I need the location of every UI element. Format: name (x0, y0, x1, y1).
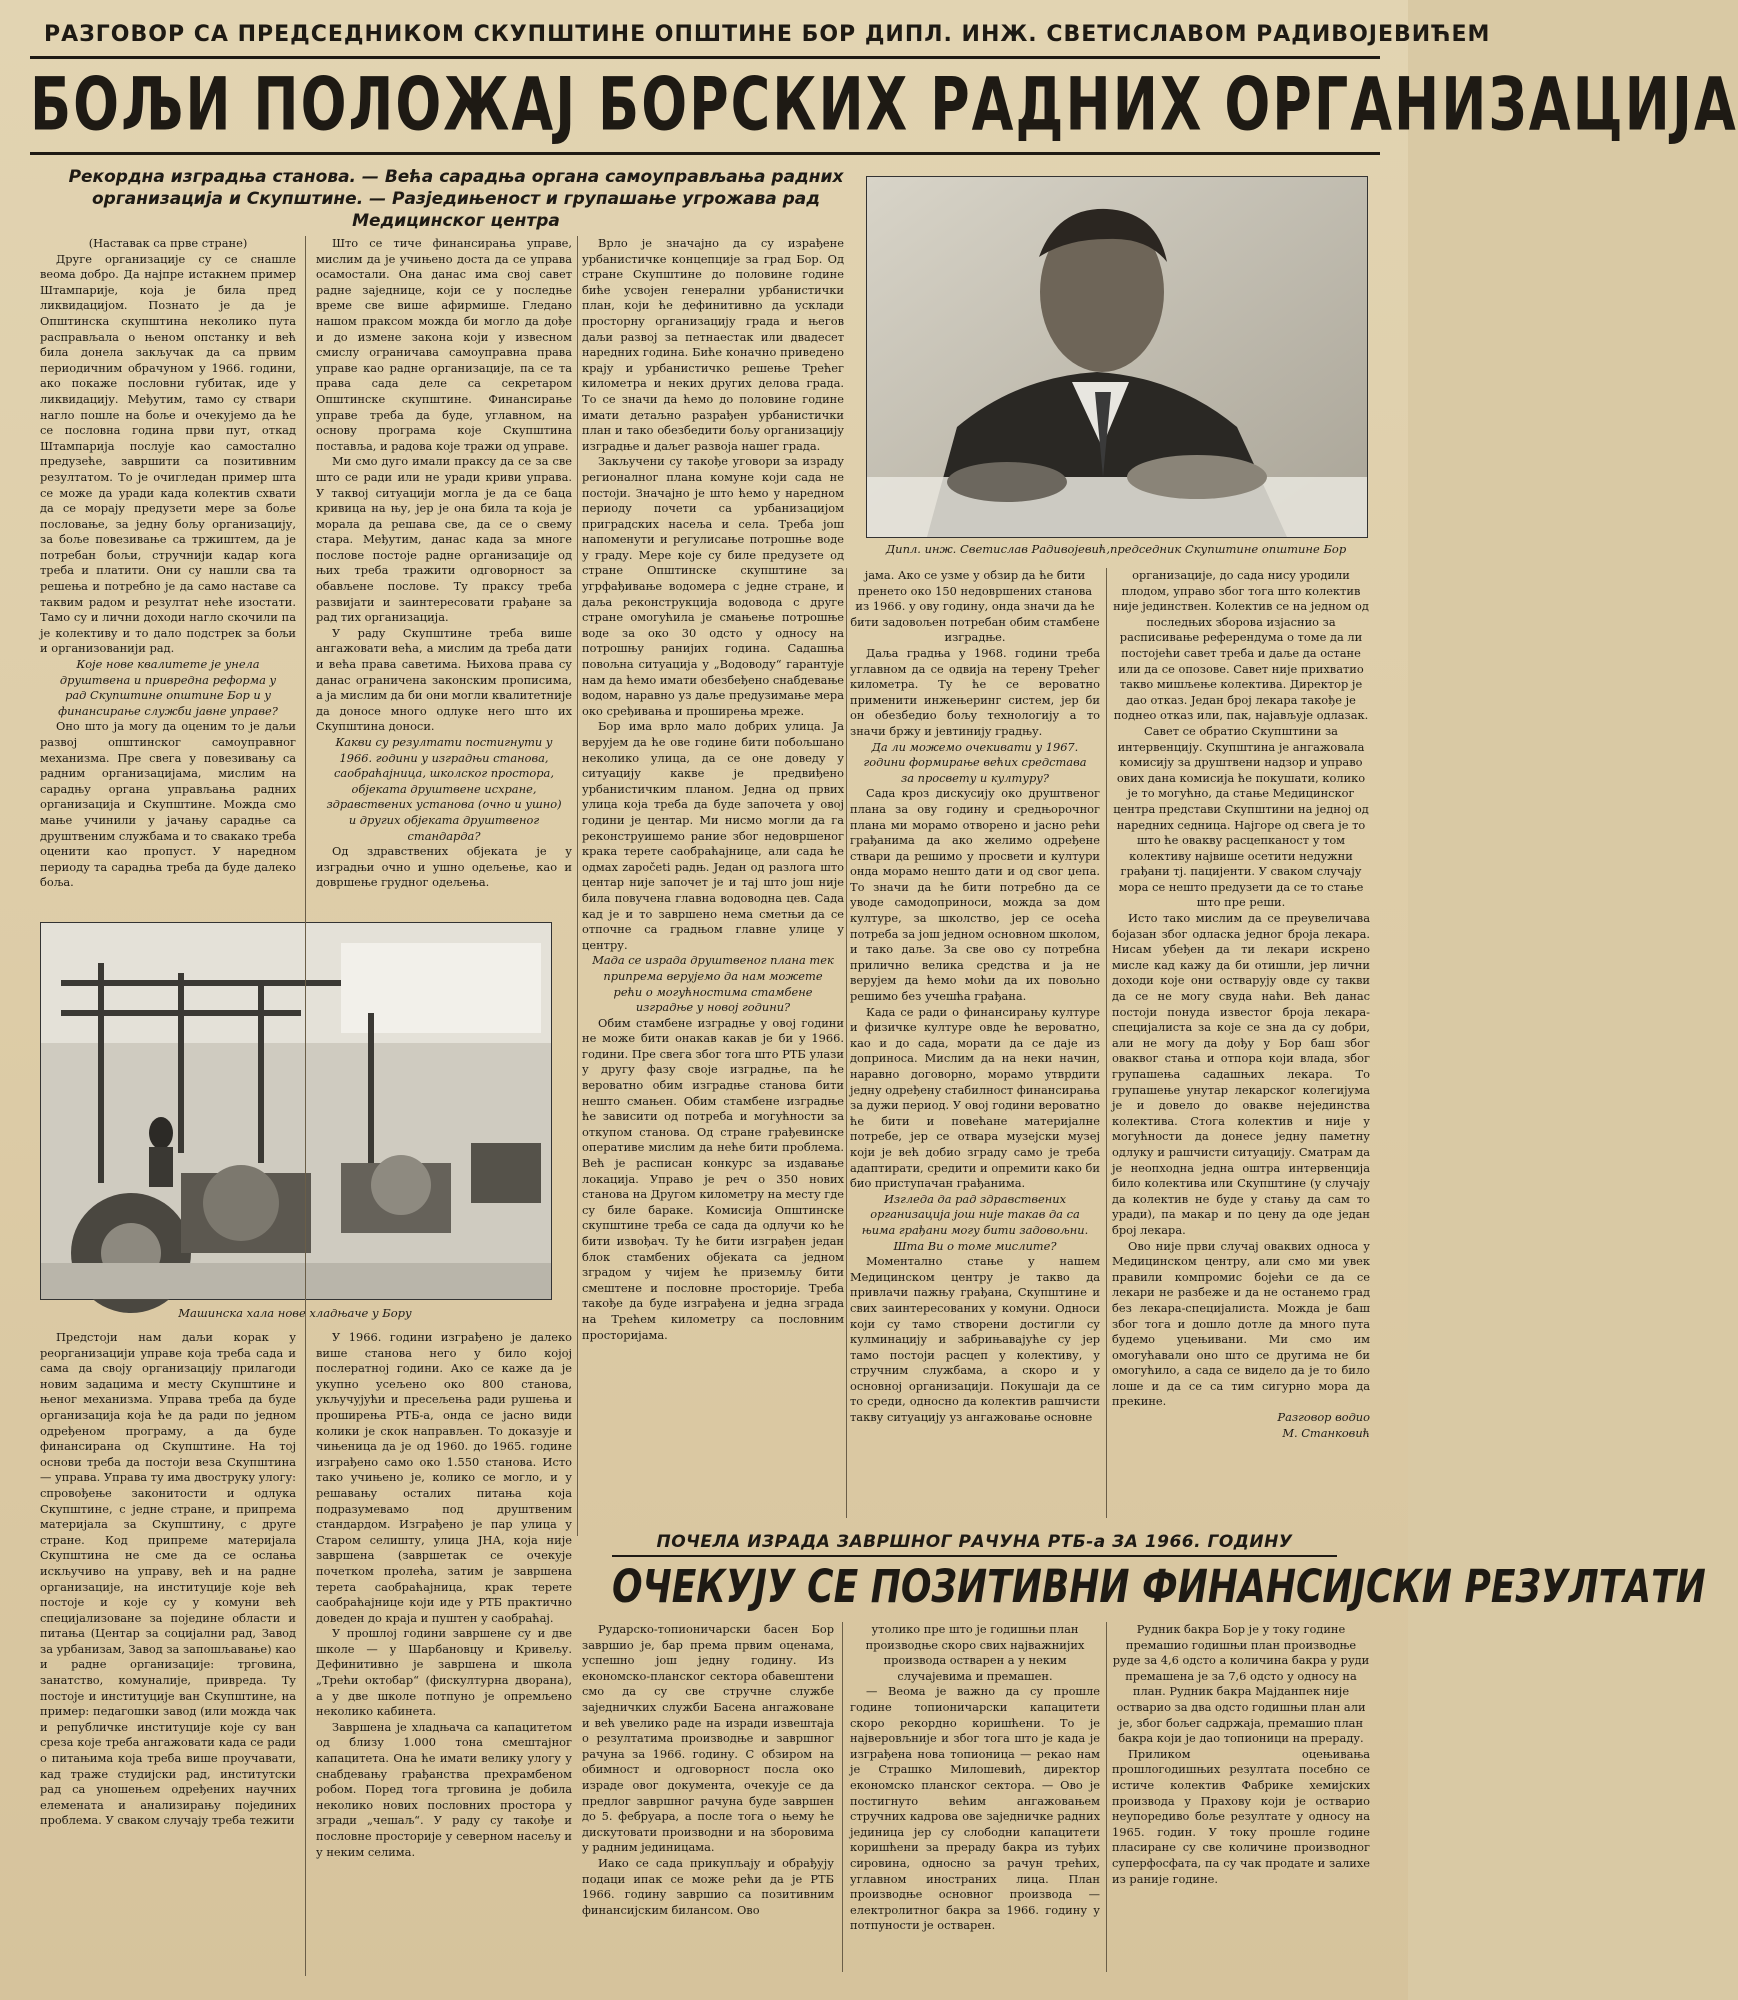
column-5 (1112, 568, 1370, 1518)
paragraph: Рудник бакра Бор је у току године премашио годишњи план производње руде за 4,6 одсто а количина бакра у руди премашена је за 7,6 одсто у односу на план. Рудник бакра Мајданпек није остварио за два одсто годишњи план али је, због бољег садржаја, премашио план бакра који је дао топионици на прераду. (1112, 1622, 1370, 1746)
paragraph: Рударско-топионичарски басен Бор завршио је, бар према првим оценама, успешно још једну годину. Из економско-планског сектора обавештени смо да су све стручне службе заједничких служби Басена ангажоване и већ увелико раде на изради извештаја о резултатима производње и завршног рачуна за 1966. годину. С обзиром на обимност и одговорност посла око израде овог документа, очекује се да предлог завршног рачуна буде завршен до 5. фебруара, а после тога о њему ће дискутовати производни и на зборовима у радним јединицама. (582, 1622, 834, 1855)
article-headline: БОЉИ ПОЛОЖАЈ БОРСКИХ РАДНИХ ОРГАНИЗАЦИЈА (30, 62, 1738, 148)
paragraph: Закључени су такође уговори за израду регионалног плана комуне који сада не постоји. Значајно је што ћемо у наредном периоду почети са урбанизацијом приградских насеља и села. Треба још напоменути и регулисање потрошње воде у граду. Мере које су биле предузете од стране Општинске скупштине за угрфађивање водомера с једне стране, и даља реконструкција водовода с друге стране омогућила је смањење потрошње воде за око 30 одсто у односу на потрошњу ранијих година. Садашња повољна ситуација у „Водоводу“ гарантује нам да ћемо имати обезбеђено снабдевање водом, наравно уз даље предузимање мера око сређивања и проширења мреже. (582, 454, 844, 718)
paragraph: Даља градња у 1968. години треба углавном да се одвија на терену Трећег километра. Ту ће се вероватно применити инжењеринг систем, јер би он обезбедио бољу технологију а то значи бржу и јевтинију градњу. (850, 645, 1100, 738)
interview-question: Изгледа да рад здравствених организација још није такав да са њима грађани могу бити задовољни. Шта Ви о томе мислите? (861, 1191, 1089, 1253)
paragraph: утолико пре што је годишњи план производње скоро свих најважнијих производа остварен а у неким случајевима и премашен. (865, 1622, 1085, 1683)
interview-question: Мада се израда друштвеног плана тек припрема верујемо да нам можете рећи о могућностима стамбене изградње у новој години? (592, 953, 834, 1015)
paragraph: Исто тако мислим да се преувеличава бојазан због одласка једног броја лекара. Нисам убеђен да ти лекари искрено мисле кад кажу да би отишли, јер лични доходи које они остварују овде су такви да се не могу свуда наћи. Већ данас постоји понуда известог броја лекара-специјалиста за које се зна да су добри, али не могу да дођу у Бор баш због оваквог стања и отпора који влада, због групашења садашњих лекара. То групашење унутар лекарског колегијума је и довело до овакве нејединства колектива. Стога колектив и није у могућности да донесе једну паметну одлуку и рашчисти ситуацију. Сматрам да је неопходна једна оштра интервенција било колектива или Скупштине (у случају да колектив не буде у стању да сам то уради), па макар и по цену да оде један број лекара. (1112, 911, 1370, 1237)
column-4 (850, 568, 1100, 1518)
headline-rule (30, 152, 1380, 155)
article2-column-1 (582, 1622, 834, 1972)
interview-question: Које нове квалитете је унела друштвена и привредна реформа у рад Скупштине општине Бор и у финансирање служби јавне управе? (58, 657, 278, 718)
paragraph: Моментално стање у нашем Медицинском центру је такво да привлачи пажњу грађана, Скупштине и свих заинтересованих у комуни. Односи који су тамо створени достигли су кулминацију и забрињавајуће су јер тамо постоји расцеп у колективу, у стручним службама, а скоро и у основној организацији. Покушаји да се то среди, односно да колектив рашчисти такву ситуацију уз ангажовање основне (850, 1254, 1100, 1425)
portrait-caption: Дипл. инж. Светислав Радивојевић,председник Скупштине општине Бор (885, 542, 1347, 556)
factory-photo (40, 922, 552, 1300)
factory-caption: Машинска хала нове хладњаче у Бору (178, 1306, 412, 1320)
paragraph: Од здравствених објеката је у изградњи очно и ушно одељење, као и довршење грудног одељења. (316, 844, 572, 890)
paragraph: Иако се сада прикупљају и обрађују подаци ипак се може рећи да је РТБ 1966. годину завршио са позитивним финансијским билансом. Ово (582, 1855, 834, 1917)
article2-column-2 (850, 1622, 1100, 1972)
column-rule-3 (846, 568, 847, 1518)
column-3 (582, 236, 844, 1536)
article2-kicker-rule (612, 1555, 1337, 1557)
interview-question: Какви су резултати постигнути у 1966. години у изградњи станова, саобраћајница, школског простора, објеката друштвене исхране, здравствених установа (очно и ушно) и других објеката друштвеног стандарда? (326, 735, 562, 843)
paragraph: У раду Скупштине треба више ангажовати већа, а мислим да треба дати и већа права саветима. Њихова права су данас ограничена законским прописима, а ја мислим да би они могли квалитетније да доносе много одлуке него што их Скупштина доноси. (316, 625, 572, 734)
paragraph: Бор има врло мало добрих улица. Ја верујем да ће ове године бити побољшано неколико улица, да се оне доведу у ситуацију какве је предвиђено урбанистичким планом. Једна од првих улица која треба да буде започета у овој години је центар. Ми нисмо могли да га реконструишемо рание због недовршеног крака терете саобраћајнице, али сада ће одмах započeti радњ. Један од разлога што центар није започет је и тај што још није била повучена главна водоводна цев. Сада кад је и то завршено нема сметњи да се отпочне са градњом главне улице у центру. (582, 719, 844, 952)
paragraph: М. Станковић (1282, 1425, 1370, 1440)
portrait-image (867, 177, 1367, 537)
article-deck: Рекордна изградња станова. — Већа сарадња органа самоуправљања радних организација и Скупштине. — Разједињеност и групашање угрожава рад Медицинског центра (68, 167, 844, 231)
column-rule-4 (1106, 568, 1107, 1518)
article2-column-rule-1 (842, 1622, 843, 1972)
paragraph: Оно што ја могу да оценим то је даљи развој општинског самоуправног механизма. Пре свега у повезивању са радним организацијама, мислим на сарадњу органа управљања радних организација и Скупштине. Можда смо мање учинили у јачању сарадње са друштвеним службама и то свакако треба оценити као пропуст. У наредном периоду та сарадња треба да буде далеко боља. (40, 719, 296, 890)
column-2-bottom (316, 1330, 572, 1970)
portrait-photo (866, 176, 1368, 538)
factory-image (41, 923, 551, 1299)
article2-kicker: ПОЧЕЛА ИЗРАДА ЗАВРШНОГ РАЧУНА РТБ-а ЗА 1966. ГОДИНУ (656, 1532, 1293, 1552)
column-1-top (40, 236, 296, 912)
paragraph: У 1966. години изграђено је далеко више станова него у било којој послератној години. Ако се каже да је укупно усељено око 800 станова, укључујући и пресељења ради рушења и проширења РТБ-а, онда се јасно види колики је скок направљен. То доказује и чињеница да је од 1960. до 1965. године изграђено само око 1.550 станова. Исто тако учињено је, колико се могло, и у решавању осталих питања која подразумевамо под друштвеним стандардом. Изграђено је пар улица у Старом селишту, улица ЈНА, која није завршена (завршетак се очекује почетком пролећа, затим је завршена терета саобраћајница, крак терете саобраћајнице који иде у РТБ практично доведен до краја и пуштен у саобраћај. (316, 1330, 572, 1625)
paragraph: Приликом оцењивања прошлогодишњих резултата посебно се истиче колектив Фабрике хемијских производа у Прахову који је остварио неупоредиво боље резултате у односу на 1965. годин. У току прошле године пласиране су све количине производног суперфосфата, па су чак продате и залихе из раније године. (1112, 1746, 1370, 1886)
kicker-rule (30, 56, 1380, 59)
paragraph: Сада кроз дискусију око друштвеног плана за ову годину и средњорочног плана ми морамо отворено и јасно рећи грађанима да ако желимо одређене ствари да решимо у просвети и култури онда морамо нешто дати и од свог џепа. То значи да ће бити потребно да се уводе самодоприноси, можда за дом културе, за школство, јер се осећа потреба за још једном основном школом, и тако даље. За све ово су потребна прилично велика средства и ја не верујем да ћемо моћи да их повољно решимо без учешћа грађана. (850, 786, 1100, 1004)
article-kicker: РАЗГОВОР СА ПРЕДСЕДНИКОМ СКУПШТИНЕ ОПШТИНЕ БОР ДИПЛ. ИНЖ. СВЕТИСЛАВОМ РАДИВОЈЕВИЋЕМ (44, 22, 1491, 47)
column-rule-1 (305, 236, 306, 1976)
paragraph: Завршена је хладњача са капацитетом од близу 1.000 тона смештајног капацитета. Она ће имати велику улогу у снабдевању грађанства прехрамбеном робом. Поред тога трговина је добила неколико нових пословних простора у згради „чешаљ“. У раду су такође и пословне просторије у северном насељу и у неким селима. (316, 1719, 572, 1859)
article2-column-rule-2 (1106, 1622, 1107, 1972)
article2-headline: ОЧЕКУЈУ СЕ ПОЗИТИВНИ ФИНАНСИЈСКИ РЕЗУЛТАТИ (612, 1562, 1706, 1614)
paragraph: Ово није први случај оваквих односа у Медицинском центру, али смо ми увек правили компромис бојећи се да се лекари не разбеже и да не останемо град без лекара-специјалиста. Можда је баш због тога и дошло дотле да много пута будемо уцењивани. Ми смо им омогућавали оно што се другима не би омогућило, а сада се видело да је то било лоше и да се са тим сигурно мора да прекине. (1112, 1238, 1370, 1409)
column-2-top (316, 236, 572, 912)
paragraph: Разговор водио (1277, 1410, 1370, 1425)
paragraph: У прошлој години завршене су и две школе — у Шарбановцу и Кривељу. Дефинитивно је завршена и школа „Трећи октобар“ (фискултурна дворана), а у две школе потпуно је опремљено неколико кабинета. (316, 1626, 572, 1719)
paragraph: Ми смо дуго имали праксу да се за све што се ради или не уради криви управа. У таквој ситуацији могла је да се баца кривица на њу, јер је она била та која је морала да решава све, да се о свему стара. Међутим, данас када за многе послове постоје радне организације од њих треба тражити одговорност за обављене послове. Ту праксу треба развијати и заинтересовати грађане за рад тих организација. (316, 454, 572, 625)
paragraph: организације, до сада нису уродили плодом, управо због тога што колектив није јединствен. Колектив се на једном од последњих зборова изјаснио за расписивање референдума о томе да ли постојећи савет треба и даље да остане или да се опозове. Савет није прихватио такво мишљење колектива. Директор је дао отказ. Један број лекара такође је поднео отказ или, пак, најављује одлазак. Савет се обратио Скупштини за интервенцију. Скупштина је ангажовала комисију за друштвени надзор и управо ових дана комисија ће покушати, колико је то могућно, да стање Медицинског центра представи Скупштини на једној од наредних седница. Најгоре од свега је то што ће овакву расцепканост у том колективу највише осетити недужни грађани тј. пацијенти. У сваком случају мора се нешто предузети да се то стање што пре реши. (1113, 568, 1369, 910)
paragraph: Када се ради о финансирању културе и физичке културе овде ће вероватно, као и до сада, морати да се даје из доприноса. Мислим да на неки начин, наравно договорно, морамо утврдити једну одређену стабилност финансирања за дужи период. У овој години вероватно ће бити и повећане материјалне потребе, јер се отвара музејски музеј који је већ добио зграду само је треба адаптирати, средити и опремити како би био приступачан грађанима. (850, 1004, 1100, 1191)
column-rule-2 (577, 236, 578, 1536)
paragraph: Предстоји нам даљи корак у реорганизацији управе која треба сада и сама да своју организацију прилагоди новим задацима и месту Скупштине и њеног механизма. Управа треба да буде организација која ће да ради по једном одређеном програму, а да буде финансирана од Скупштине. На тој основи треба да постоји веза Скупштина — управа. Управа ту има двоструку улогу: спровођење законитости и одлука Скупштине, с једне стране, и припрема материјала за Скупштину, с друге стране. Код припреме материјала Скупштина не сме да се ослања искључиво на управу, већ и на радне организације, на институције које већ постоје и које су у комуни већ специјализоване за поједине области и питања (Центар за социјални рад, Завод за урбанизам, Завод за запошљавање) као и радне организације: трговина, занатство, комуналије, привреда. Ту постоје и институције ван Скупштине, на пример: педагошки завод (или можда чак и републичке институције које су ван среза које треба ангажовати када се ради о питањима која треба више проучавати, кад траже студијски рад, институтски рад са уношењем одређених научних елемената и анализирању појединих проблема. У сваком случају треба тежити (40, 1330, 296, 1828)
interview-question: Да ли можемо очекивати у 1967. години формирање већих средстава за просвету и културу? (863, 739, 1087, 785)
paragraph: Обим стамбене изградње у овој години не може бити онакав какав је би у 1966. години. Пре свега због тога што РТБ улази у другу фазу своје изградње, па ће вероватно обим изградње станова бити нешто смањен. Обим стамбене изградње ће зависити од потреба и могућности за откупом станова. Од стране грађевинске оперативе мислим да неће бити проблема. Већ је расписан конкурс за издавање локација. Управо је реч о 350 нових станова на Другом километру на месту где су биле бараке. Комисија Општинске скупштине треба се сада да одлучи ко ће бити извођач. Ту ће бити изграђен један блок стамбених објеката са једном зградом у чијем ће приземљу бити смештене и пословне просторије. Треба такође да буде изграђена и једна зграда на Трећем километру са пословним просторијама. (582, 1015, 844, 1342)
paragraph: Што се тиче финансирања управе, мислим да је учињено доста да се управа осамостали. Она данас има свој савет радне заједнице, који се у последње време све више афирмише. Гледано нашом праксом можда би могло да дође и до измене закона који у извесном смислу ограничава самоуправна права управе као радне организације, па се та права сада деле са секретаром Општинске скупштине. Финансирање управе треба да буде, углавном, на основу програма које Скупштина поставља, и радова које тражи од управе. (316, 236, 572, 453)
paragraph: Друге организације су се снашле веома добро. Да најпре истакнем пример Штампарије, која је била пред ликвидацијом. Познато је да је Општинска скупштина неколико пута расправљала о њеном опстанку и већ била донела закључак да са првим периодичним обрачуном у 1966. години, ако покаже пословни губитак, иде у ликвидацију. Међутим, тамо су ствари нагло пошле на боље и очекујемо да ће се пословна година први пут, откад Штампарија послује као самостално предузеће, завршити са позитивним резултатом. То је очигледан пример шта се може да уради када колектив схвати да се морају предузети мере за боље пословање, за једну бољу организацију, за боље повезивање са тржиштем, да је потребан бољи, стручнији кадар кога треба и платити. Они су нашли сва та решења и потребно је да само наставе са таквим радом и резултат неће изостати. Тамо су и лични доходи нагло скочили па је колективу и то дало подстрек за бољи и организованији рад. (40, 251, 296, 656)
article2-column-3 (1112, 1622, 1370, 1972)
paragraph: јама. Ако се узме у обзир да ће бити пренето око 150 недовршених станова из 1966. у ову годину, онда значи да ће бити задовољен потребан обим стамбене изградње. (850, 568, 1100, 645)
column-1-bottom (40, 1330, 296, 1970)
paragraph: — Веома је важно да су прошле године топионичарски капацитети скоро рекордно коришћени. То је најверовљније и због тога што је када је изграђена нова топионица — рекао нам је Страшко Милошевић, директор економско планског сектора. — Ово је постигнуто већим ангажовањем стручних кадрова ове заједничке радних јединица јер су слободни капацитети коришћени за прераду бакра из туђих сировина, односно за рачун трећих, углавном иностраних лица. План производње основног производа — електролитног бакра за 1966. годину у потпуности је остварен. (850, 1684, 1100, 1933)
paragraph: (Наставак са прве стране) (88, 236, 248, 250)
paragraph: Врло је значајно да су израђене урбанистичке концепције за град Бор. Од стране Скупштине до половине године биће усвојен генерални урбанистички план, који ће дефинитивно да усклади просторну организацију града и његов даљи развој за петнаестак или двадесет наредних година. Биће коначно приведено крају и урбанистичко решење Трећег километра и неких других делова града. То се значи да ћемо до половине године имати детаљно разрађен урбанистички план и тако обезбедити бољу организацију изградње и даљег развоја нашег града. (582, 236, 844, 453)
